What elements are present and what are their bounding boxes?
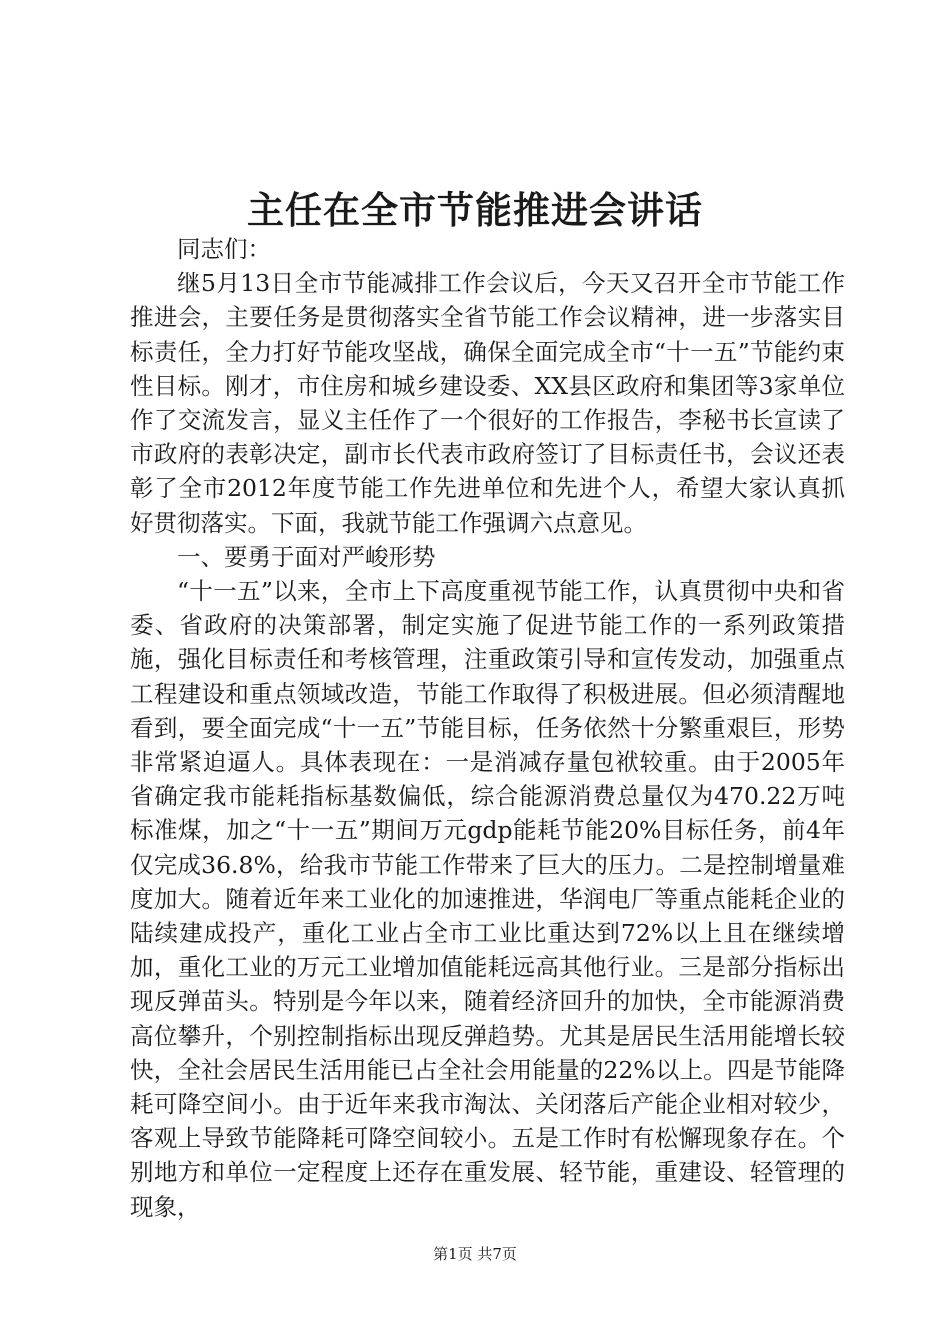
paragraph-intro: 继5月13日全市节能减排工作会议后，今天又召开全市节能工作推进会，主要任务是贯彻落实全省节能工作会议精神，进一步落实目标责任，全力打好节能攻坚战，确保全面完成全市“十一五”节能约束性目标。刚才，市住房和城乡建设委、XX县区政府和集团等3家单位作了交流发言，显义主任作了一个很好的工作报告，李秘书长宣读了市政府的表彰决定，副市长代表市政府签订了目标责任书，会议还表彰了全市2012年度节能工作先进单位和先进个人，希望大家认真抓好贯彻落实。下面，我就节能工作强调六点意见。 bbox=[130, 269, 845, 537]
page-number-footer: 第1页 共7页 bbox=[433, 1245, 517, 1263]
salutation: 同志们： bbox=[177, 235, 271, 263]
paragraph-section-1: “十一五”以来，全市上下高度重视节能工作，认真贯彻中央和省委、省政府的决策部署，制定实施了促进节能工作的一系列政策措施，强化目标责任和考核管理，注重政策引导和宣传发动，加强重点工程建设和重点领域改造，节能工作取得了积极进展。但必须清醒地看到，要全面完成“十一五”节能目标，任务依然十分繁重艰巨，形势非常紧迫逼人。具体表现在：一是消减存量包袱较重。由于2005年省确定我市能耗指标基数偏低，综合能源消费总量仅为470.22万吨标准煤，加之“十一五”期间万元gdp能耗节能20%目标任务，前4年仅完成36.8%，给我市节能工作带来了巨大的压力。二是控制增量难度加大。随着近年来工业化的加速推进，华润电厂等重点能耗企业的陆续建成投产，重化工业占全市工业比重达到72%以上且在继续增加，重化工业的万元工业增加值能耗远高其他行业。三是部分指标出现反弹苗头。特别是今年以来，随着经济回升的加快，全市能源消费高位攀升，个别控制指标出现反弹趋势。尤其是居民生活用能增长较快，全社会居民生活用能已占全社会用能量的22%以上。四是节能降耗可降空间小。由于近年来我市淘汰、关闭落后产能企业相对较少，客观上导致节能降耗可降空间较小。五是工作时有松懈现象存在。个别地方和单位一定程度上还存在重发展、轻节能，重建设、轻管理的现象， bbox=[130, 577, 845, 1221]
document-title: 主任在全市节能推进会讲话 bbox=[247, 188, 703, 232]
document-body bbox=[130, 232, 845, 1224]
section-heading-1: 一、要勇于面对严峻形势 bbox=[177, 542, 436, 571]
